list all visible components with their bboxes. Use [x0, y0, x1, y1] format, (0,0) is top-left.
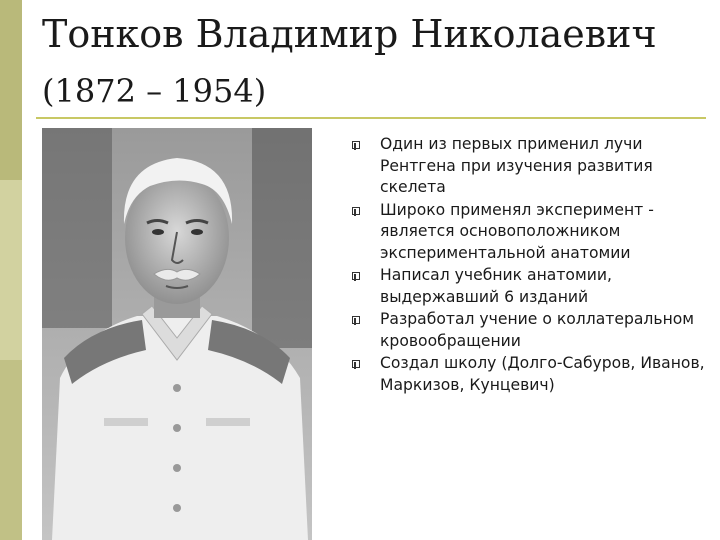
title-underline — [36, 117, 706, 119]
portrait-photo — [42, 128, 312, 540]
bullet-text: Создал школу (Долго-Сабуров, Иванов, Маркизов, Кунцевич) — [380, 354, 705, 394]
bullet-text: Разработал учение о коллатеральном кровообращении — [380, 310, 695, 350]
strip-segment-top — [0, 0, 22, 180]
slide-subtitle: (1872 – 1954) — [42, 72, 267, 110]
bullet-text: Один из первых применил лучи Рентгена при изучения развития скелета — [380, 135, 653, 196]
square-bullet-icon — [352, 360, 360, 368]
portrait-illustration — [42, 128, 312, 540]
square-bullet-icon — [352, 272, 360, 280]
square-bullet-icon — [352, 207, 360, 215]
square-bullet-icon — [352, 141, 360, 149]
strip-segment-middle — [0, 180, 22, 360]
list-item — [352, 265, 712, 308]
list-item — [352, 353, 712, 396]
bullet-text: Написал учебник анатомии, выдержавший 6 изданий — [380, 266, 612, 306]
strip-segment-bottom — [0, 360, 22, 540]
left-decorative-strip — [0, 0, 22, 540]
bullet-list — [352, 134, 712, 397]
list-item — [352, 200, 712, 265]
list-item — [352, 309, 712, 352]
bullet-text: Широко применял эксперимент - является основоположником экспериментальной анатомии — [380, 200, 654, 262]
slide-title: Тонков Владимир Николаевич — [42, 12, 657, 56]
list-item — [352, 134, 712, 199]
square-bullet-icon — [352, 316, 360, 324]
